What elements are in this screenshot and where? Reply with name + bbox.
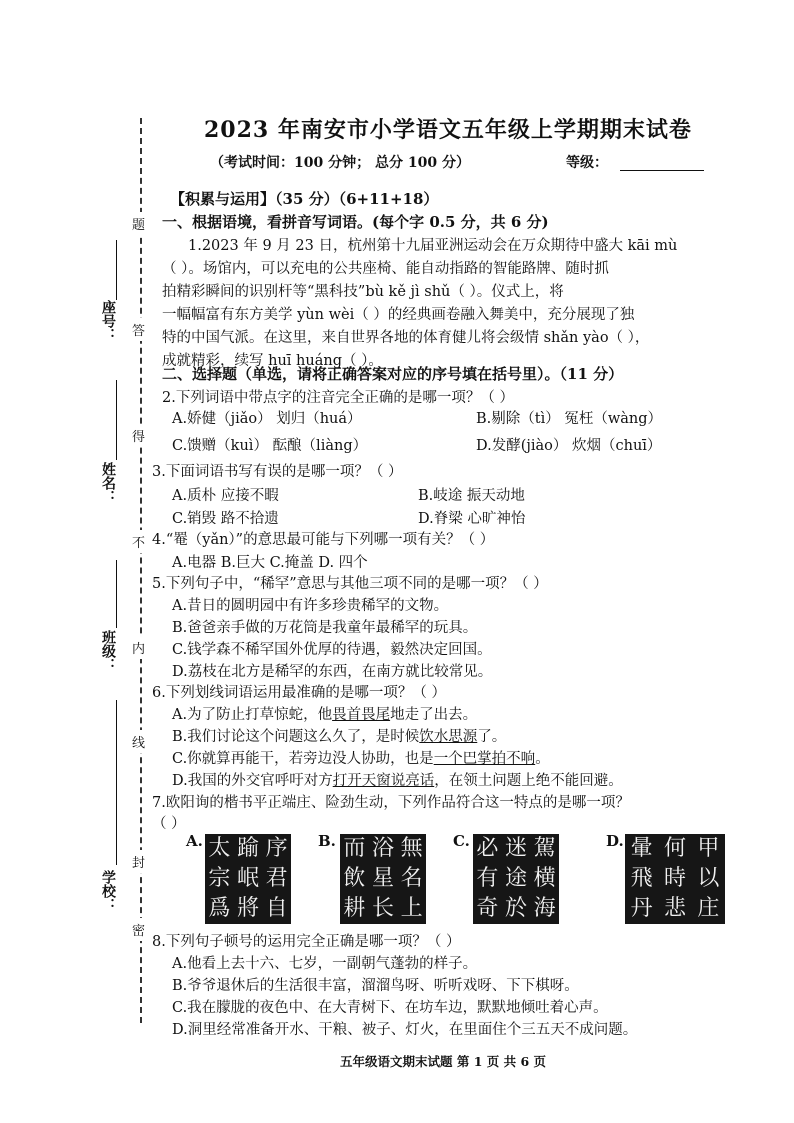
q7-label-d: D.: [606, 832, 624, 850]
name-label: 姓名：: [100, 462, 116, 504]
q6-option-b: B.我们讨论这个问题这么久了，是时候饮水思源了。: [172, 729, 507, 745]
passage-line: 1.2023 年 9 月 23 日，杭州第十九届亚洲运动会在万众期待中盛大 kāi mù: [188, 238, 678, 254]
exam-meta: （考试时间：100 分钟； 总分 100 分）: [210, 155, 470, 171]
q8-option-d: D.洞里经常准备开水、干粮、被子、灯火，在里面住个三五天不成问题。: [172, 1022, 638, 1038]
q8-option-a: A.他看上去十六、七岁，一副朝气蓬勃的样子。: [172, 956, 478, 972]
q6-stem: 6.下列划线词语运用最准确的是哪一项？（ ）: [152, 685, 446, 701]
section1-heading: 一、根据语境，看拼音写词语。(每个字 0.5 分，共 6 分): [162, 213, 549, 231]
calligraphy-sample-c: 必 迷 駕 有 途 横 奇 於 海: [473, 834, 559, 924]
q4-options: A.电器 B.巨大 C.掩盖 D. 四个: [172, 555, 368, 571]
q7-label-c: C.: [453, 832, 470, 850]
q6-option-d: D.我国的外交官呼吁对方打开天窗说亮话，在领土问题上绝不能回避。: [172, 773, 623, 789]
underlined-phrase: 饮水思源: [419, 729, 478, 745]
q6-option-a: A.为了防止打草惊蛇，他畏首畏尾地走了出去。: [172, 707, 478, 723]
cut-char: 不: [132, 530, 145, 553]
q2-option-a: A.娇健（jiǎo） 划归（huá）: [172, 411, 362, 427]
q2-option-d: D.发酵(jiào） 炊烟（chuī）: [476, 438, 662, 454]
q7-label-b: B.: [318, 832, 336, 850]
q7-stem: 7.欧阳询的楷书平正端庄、险劲生动，下列作品符合这一特点的是哪一项？: [152, 795, 630, 811]
calligraphy-sample-a: 太 踰 序 宗 岷 君 爲 將 自: [205, 834, 291, 924]
q3-option-d: D.脊梁 心旷神怡: [418, 511, 526, 527]
q5-option-c: C.钱学森不稀罕国外优厚的待遇，毅然决定回国。: [172, 642, 492, 658]
grade-blank[interactable]: [620, 170, 704, 171]
q7-answer-paren: （ ）: [152, 816, 186, 832]
q3-option-b: B.岐途 振天动地: [418, 488, 525, 504]
q8-option-b: B.爷爷退休后的生活很丰富，溜溜鸟呀、听听戏呀、下下棋呀。: [172, 978, 579, 994]
passage-line: 拍精彩瞬间的识别杆等“黑科技”bù kě jì shǔ（ ）。仪式上，将: [162, 284, 564, 300]
q5-stem: 5.下列句子中，“稀罕”意思与其他三项不同的是哪一项？（ ）: [152, 576, 548, 592]
part-heading: 【积累与运用】（35 分）（6+11+18）: [170, 190, 439, 208]
section2-heading: 二、选择题（单选，请将正确答案对应的序号填在括号里）。（11 分）: [162, 365, 624, 383]
cut-char: 内: [132, 636, 145, 659]
cut-char: 题: [132, 212, 145, 235]
q5-option-d: D.荔枝在北方是稀罕的东西，在南方就比较常见。: [172, 664, 493, 680]
class-blank: [116, 560, 117, 628]
q2-option-b: B.剔除（tì） 冤枉（wàng）: [476, 411, 663, 427]
cut-char: 线: [132, 730, 145, 753]
q8-option-c: C.我在朦胧的夜色中、在大青树下、在坊车边，默默地倾吐着心声。: [172, 1000, 608, 1016]
q3-option-c: C.销毁 路不拾遗: [172, 511, 279, 527]
q5-option-b: B.爸爸亲手做的万花筒是我童年最稀罕的玩具。: [172, 620, 478, 636]
passage-line: 特的中国气派。在这里，来自世界各地的体育健儿将会级情 shǎn yào（ ），: [162, 330, 650, 346]
q7-label-a: A.: [186, 832, 203, 850]
school-label: 学校：: [100, 870, 116, 912]
seat-label: 座号：: [100, 300, 116, 342]
q3-option-a: A.质朴 应接不暇: [172, 488, 279, 504]
passage-line: 成就精彩，续写 huī huáng（ ）。: [162, 353, 383, 369]
passage-line: （ ）。场馆内，可以充电的公共座椅、能自动指路的智能路牌、随时抓: [162, 261, 609, 277]
cut-char: 答: [132, 318, 145, 341]
q2-option-c: C.馈赠（kuì） 酝酿（liàng）: [172, 438, 368, 454]
underlined-phrase: 畏首畏尾: [332, 707, 391, 723]
page-footer: 五年级语文期末试题 第 1 页 共 6 页: [340, 1054, 547, 1069]
calligraphy-sample-b: 而 浴 無 飲 星 名 耕 长 上: [340, 834, 426, 924]
calligraphy-sample-d: 暈 何 甲 飛 時 以 丹 悲 庄: [625, 834, 725, 924]
grade-label: 等级：: [566, 155, 608, 171]
cut-char: 封: [132, 850, 145, 873]
seat-blank: [116, 240, 117, 300]
cut-line: [140, 118, 142, 1023]
class-label: 班级：: [100, 630, 116, 672]
underlined-phrase: 一个巴掌拍不响: [433, 751, 536, 767]
underlined-phrase: 打开天窗说亮话: [332, 773, 435, 789]
cut-char: 得: [132, 424, 145, 447]
school-blank: [116, 700, 117, 865]
q2-stem: 2.下列词语中带点字的注音完全正确的是哪一项？（ ）: [162, 390, 514, 406]
q4-stem: 4.“罨（yǎn）”的意思最可能与下列哪一项有关？（ ）: [152, 532, 495, 548]
q8-stem: 8.下列句子顿号的运用完全正确是哪一项？（ ）: [152, 934, 461, 950]
cut-char: 密: [132, 918, 145, 941]
q3-stem: 3.下面词语书写有误的是哪一项？（ ）: [152, 464, 403, 480]
q5-option-a: A.昔日的圆明园中有许多珍贵稀罕的文物。: [172, 598, 449, 614]
name-blank: [116, 380, 117, 460]
exam-title: 2023 年南安市小学语文五年级上学期期末试卷: [204, 117, 692, 143]
passage-line: 一幅幅富有东方美学 yùn wèi（ ）的经典画卷融入舞美中，充分展现了独: [162, 307, 635, 323]
q6-option-c: C.你就算再能干，若旁边没人协助，也是一个巴掌拍不响。: [172, 751, 550, 767]
